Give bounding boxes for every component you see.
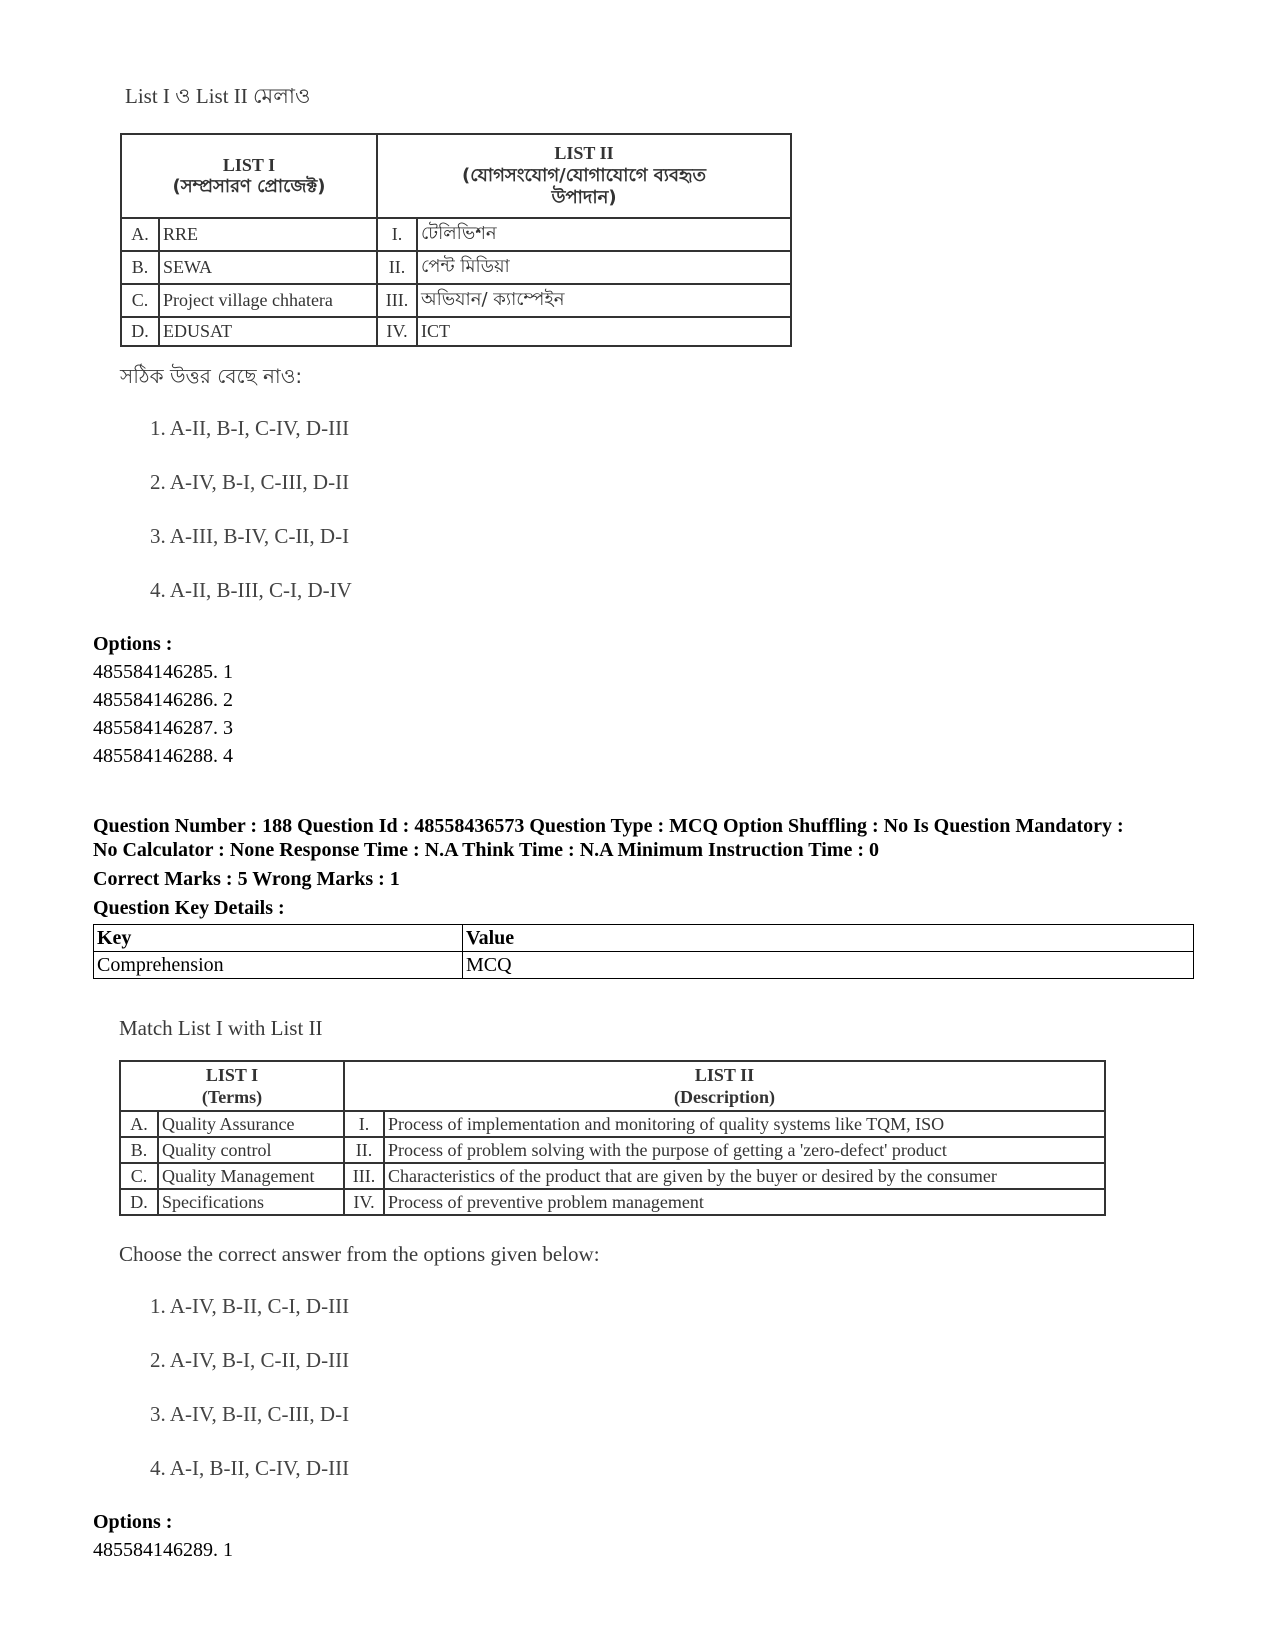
cell-value: MCQ bbox=[463, 952, 1194, 979]
option-item: 485584146287. 3 bbox=[93, 717, 233, 739]
row-numeral: I. bbox=[377, 218, 417, 251]
q2-choice-3: 3. A-IV, B-II, C-III, D-I bbox=[150, 1402, 350, 1426]
row-term: EDUSAT bbox=[159, 317, 377, 346]
q1-intro: List I ও List II মেলাও bbox=[125, 84, 311, 108]
row-numeral: I. bbox=[344, 1111, 384, 1137]
meta-line-1: Question Number : 188 Question Id : 48558436573 Question Type : MCQ Option Shuffling : No Is Question Mandatory : bbox=[93, 815, 1124, 837]
table-row bbox=[120, 1189, 1105, 1215]
q2-list2-header bbox=[344, 1061, 1105, 1111]
row-term: SEWA bbox=[159, 251, 377, 284]
table-row bbox=[120, 1137, 1105, 1163]
header-value: Value bbox=[463, 925, 1194, 952]
table-row bbox=[121, 317, 791, 346]
q1-match-table bbox=[120, 133, 792, 347]
row-term: Quality control bbox=[158, 1137, 344, 1163]
option-item: 485584146286. 2 bbox=[93, 689, 233, 711]
row-numeral: II. bbox=[344, 1137, 384, 1163]
row-desc: Process of preventive problem management bbox=[384, 1189, 1105, 1215]
q1-choice-1: 1. A-II, B-I, C-IV, D-III bbox=[150, 416, 350, 440]
row-term: Specifications bbox=[158, 1189, 344, 1215]
row-term: Quality Management bbox=[158, 1163, 344, 1189]
option-item: 485584146285. 1 bbox=[93, 661, 233, 683]
q2-choice-1: 1. A-IV, B-II, C-I, D-III bbox=[150, 1294, 350, 1318]
marks-line: Correct Marks : 5 Wrong Marks : 1 bbox=[93, 868, 400, 890]
q1-choice-4: 4. A-II, B-III, C-I, D-IV bbox=[150, 578, 352, 602]
row-desc: Characteristics of the product that are given by the buyer or desired by the consumer bbox=[384, 1163, 1105, 1189]
row-term: Project village chhatera bbox=[159, 284, 377, 317]
option-item: 485584146288. 4 bbox=[93, 745, 233, 767]
header-subtitle-cont: উপাদান) bbox=[551, 187, 617, 209]
header-key: Key bbox=[94, 925, 463, 952]
q2-options bbox=[93, 1508, 233, 1564]
row-letter: C. bbox=[121, 284, 159, 317]
table-row bbox=[121, 218, 791, 251]
row-letter: D. bbox=[120, 1189, 158, 1215]
row-letter: C. bbox=[120, 1163, 158, 1189]
row-numeral: IV. bbox=[344, 1189, 384, 1215]
table-row bbox=[120, 1163, 1105, 1189]
header-title: LIST II bbox=[554, 143, 614, 164]
q1-choice-3: 3. A-III, B-IV, C-II, D-I bbox=[150, 524, 350, 548]
row-desc: ICT bbox=[417, 317, 791, 346]
q2-choice-4: 4. A-I, B-II, C-IV, D-III bbox=[150, 1456, 350, 1480]
header-title: LIST I bbox=[222, 154, 276, 175]
q2-choice-2: 2. A-IV, B-I, C-II, D-III bbox=[150, 1348, 350, 1372]
row-desc: পেন্ট মিডিয়া bbox=[417, 251, 791, 284]
row-letter: A. bbox=[121, 218, 159, 251]
row-desc: অভিযান/ ক্যাম্পেইন bbox=[417, 284, 791, 317]
q1-list1-header bbox=[121, 134, 377, 218]
q2-match-table bbox=[119, 1060, 1106, 1216]
key-details-title: Question Key Details : bbox=[93, 897, 285, 919]
row-numeral: III. bbox=[377, 284, 417, 317]
option-item: 485584146289. 1 bbox=[93, 1539, 233, 1561]
key-details-table bbox=[93, 924, 1194, 979]
question-meta bbox=[93, 814, 1193, 920]
options-title: Options : bbox=[93, 633, 173, 655]
meta-line-2: No Calculator : None Response Time : N.A Think Time : N.A Minimum Instruction Time : 0 bbox=[93, 839, 879, 861]
row-desc: টেলিভিশন bbox=[417, 218, 791, 251]
q1-list2-header bbox=[377, 134, 791, 218]
table-row bbox=[120, 1111, 1105, 1137]
row-numeral: II. bbox=[377, 251, 417, 284]
q1-options bbox=[93, 630, 233, 770]
table-row bbox=[121, 284, 791, 317]
header-subtitle: (সম্প্রসারণ প্রোজেক্ট) bbox=[172, 176, 326, 197]
row-letter: B. bbox=[120, 1137, 158, 1163]
row-letter: B. bbox=[121, 251, 159, 284]
table-row bbox=[121, 251, 791, 284]
table-row bbox=[94, 952, 1194, 979]
q2-intro: Match List I with List II bbox=[119, 1016, 323, 1040]
q1-prompt: সঠিক উত্তর বেছে নাও: bbox=[120, 364, 303, 388]
header-subtitle: (Description) bbox=[674, 1087, 776, 1107]
row-desc: Process of implementation and monitoring of quality systems like TQM, ISO bbox=[384, 1111, 1105, 1137]
row-term: Quality Assurance bbox=[158, 1111, 344, 1137]
header-subtitle: (যোগসংযোগ/যোগাযোগে ব্যবহৃত bbox=[462, 164, 706, 186]
row-term: RRE bbox=[159, 218, 377, 251]
row-desc: Process of problem solving with the purpose of getting a 'zero-defect' product bbox=[384, 1137, 1105, 1163]
options-title: Options : bbox=[93, 1511, 173, 1533]
table-header-row bbox=[94, 925, 1194, 952]
row-letter: D. bbox=[121, 317, 159, 346]
row-numeral: III. bbox=[344, 1163, 384, 1189]
header-subtitle: (Terms) bbox=[201, 1087, 263, 1107]
q2-prompt: Choose the correct answer from the options given below: bbox=[119, 1242, 600, 1266]
row-numeral: IV. bbox=[377, 317, 417, 346]
q1-choice-2: 2. A-IV, B-I, C-III, D-II bbox=[150, 470, 350, 494]
q2-list1-header bbox=[120, 1061, 344, 1111]
header-title: LIST I bbox=[205, 1064, 259, 1085]
cell-key: Comprehension bbox=[94, 952, 463, 979]
row-letter: A. bbox=[120, 1111, 158, 1137]
header-title: LIST II bbox=[694, 1064, 755, 1085]
